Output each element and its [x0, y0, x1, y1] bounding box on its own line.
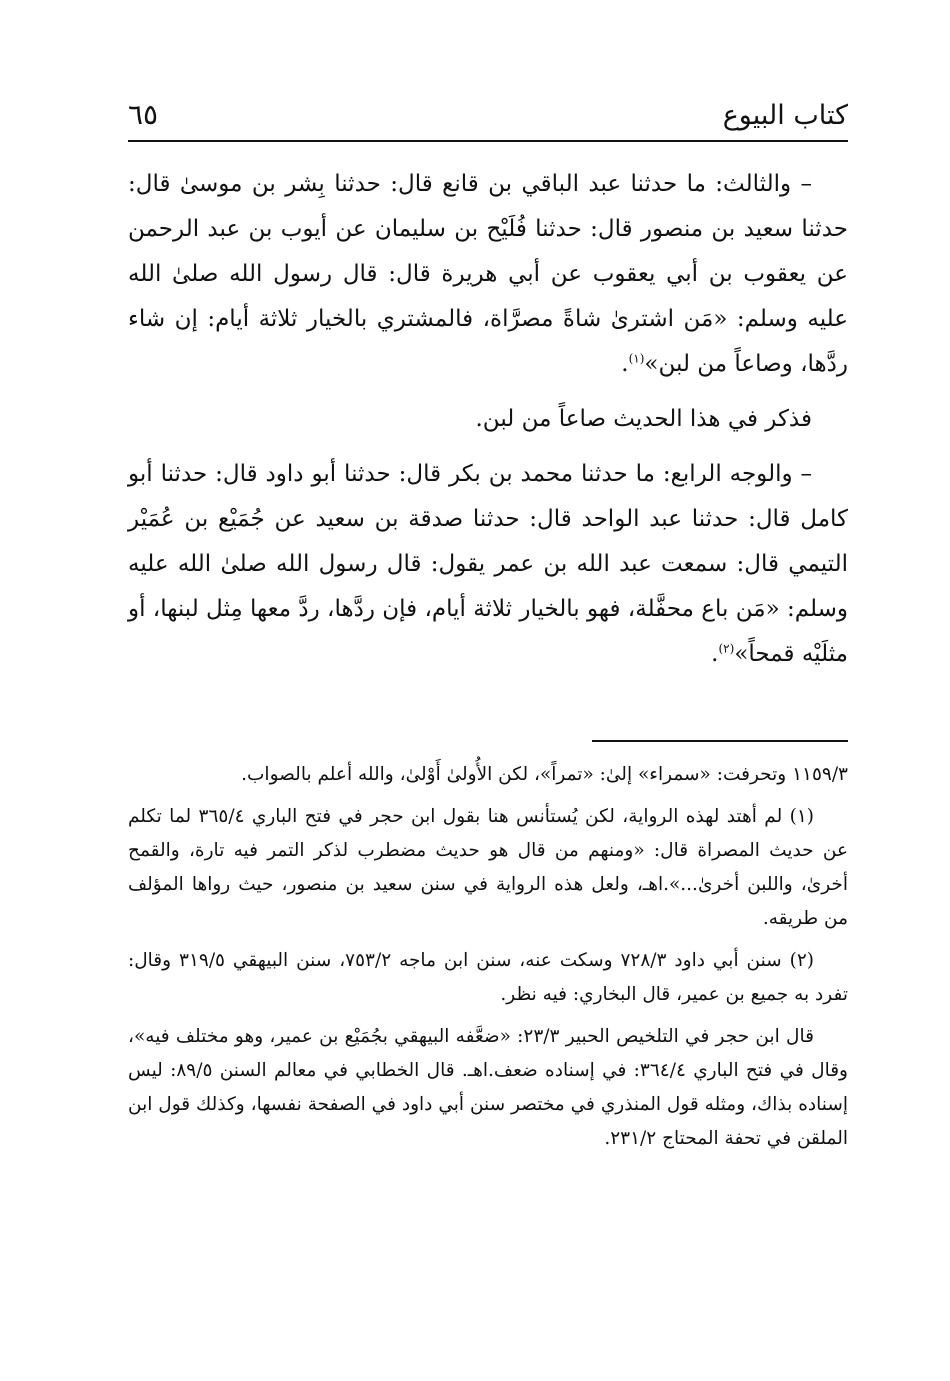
paragraph-text: – والوجه الرابع: ما حدثنا محمد بن بكر قال: حدثنا أبو داود قال: حدثنا أبو كامل قال: حدثنا عبد الواحد قال: حدثنا صدقة بن سعيد عن جُمَيْع بن عُمَيْر التيمي قال: سمعت عبد الله بن عمر يقول: قال رسول الله صلىٰ الله عليه وسلم: «مَن باع محفَّلة، فهو بالخيار ثلاثة أيام، فإن ردَّها، ردَّ معها مِثل لبنها، أو مثلَيْه قمحاً» — [128, 461, 848, 667]
main-text — [128, 162, 848, 687]
running-title: كتاب البيوع — [722, 100, 848, 131]
footnote-carryover: ١١٥٩/٣ وتحرفت: «سمراء» إلىٰ: «تمراً»، لكن الأُولىٰ أَوْلىٰ، والله أعلم بالصواب. — [241, 764, 848, 785]
paragraph-end: . — [711, 641, 719, 667]
footnote-ref-1: (١) — [628, 351, 645, 366]
paragraph-remark: فذكر في هذا الحديث صاعاً من لبن. — [475, 406, 812, 432]
page-header — [128, 92, 848, 142]
footnote-2-continuation: قال ابن حجر في التلخيص الحبير ٢٣/٣: «ضعَّفه البيهقي بجُمَيْع بن عمير، وهو مختلف فيه»، وقال في فتح الباري ٣٦٤/٤: في إسناده ضعف.اهـ. قال الخطابي في معالم السنن ٨٩/٥: ليس إسناده بذاك، ومثله قول المنذري في مختصر سنن أبي داود في الصفحة نفسها، وكذلك قول ابن الملقن في تحفة المحتاج ٢٣١/٢. — [128, 1026, 848, 1149]
paragraph-end: . — [621, 351, 629, 377]
paragraph-text: – والثالث: ما حدثنا عبد الباقي بن قانع قال: حدثنا بِشر بن موسىٰ قال: حدثنا سعيد بن منصور قال: حدثنا فُلَيْح بن سليمان عن أيوب بن عبد الرحمن عن يعقوب بن أبي يعقوب عن أبي هريرة قال: قال رسول الله صلىٰ الله عليه وسلم: «مَن اشترىٰ شاةً مصرَّاة، فالمشتري بالخيار ثلاثة أيام: إن شاء ردَّها، وصاعاً من لبن» — [128, 171, 848, 377]
page-number: ٦٥ — [128, 98, 159, 131]
footnote-separator — [592, 740, 848, 742]
footnote-1: (١) لم أهتد لهذه الرواية، لكن يُستأنس هنا بقول ابن حجر في فتح الباري ٣٦٥/٤ لما تكلم عن حديث المصراة قال: «ومنهم من قال هو حديث مضطرب لذكر التمر فيه تارة، والقمح أخرىٰ، واللبن أخرىٰ...».اهـ، ولعل هذه الرواية في سنن سعيد بن منصور، حيث رواها المؤلف من طريقه. — [128, 806, 848, 929]
footnotes — [128, 758, 848, 1164]
paragraph-fourth-narration — [128, 452, 848, 677]
footnote-ref-2: (٢) — [718, 641, 735, 656]
footnote-2: (٢) سنن أبي داود ٧٢٨/٣ وسكت عنه، سنن ابن ماجه ٧٥٣/٢، سنن البيهقي ٣١٩/٥ وقال: تفرد به جميع بن عمير، قال البخاري: فيه نظر. — [128, 950, 848, 1005]
paragraph-third-narration — [128, 162, 848, 387]
